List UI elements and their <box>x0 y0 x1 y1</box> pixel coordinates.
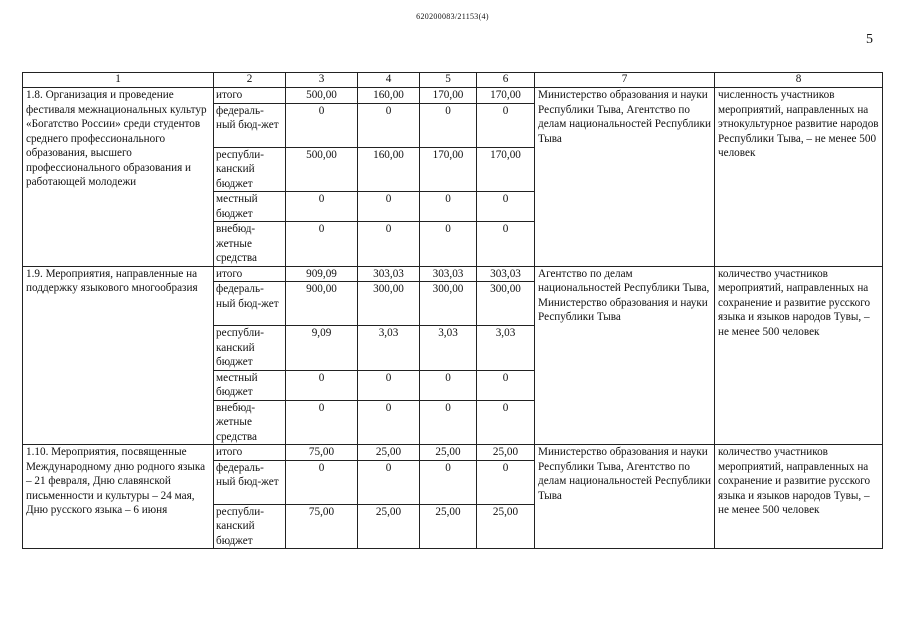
funding-source-cell: итого <box>214 445 286 461</box>
amount-cell: 303,03 <box>477 266 535 282</box>
amount-cell: 0 <box>358 103 420 147</box>
amount-cell: 3,03 <box>358 326 420 371</box>
amount-cell: 0 <box>358 370 420 400</box>
amount-cell: 0 <box>477 222 535 267</box>
amount-cell: 0 <box>420 370 477 400</box>
page-number: 5 <box>866 32 873 47</box>
amount-cell: 25,00 <box>477 445 535 461</box>
amount-cell: 0 <box>358 400 420 445</box>
amount-cell: 25,00 <box>420 504 477 549</box>
funding-source-cell: республи-канский бюджет <box>214 326 286 371</box>
amount-cell: 0 <box>477 460 535 504</box>
amount-cell: 0 <box>286 370 358 400</box>
amount-cell: 909,09 <box>286 266 358 282</box>
funding-source-cell: федераль-ный бюд-жет <box>214 460 286 504</box>
amount-cell: 3,03 <box>477 326 535 371</box>
table-row <box>23 445 883 461</box>
activity-title-cell: 1.8. Организация и проведение фестиваля межнациональных культур «Богатство России» среди студентов среднего профессионального образования, высшего профессионального образования и работающей молодежи <box>23 88 214 267</box>
amount-cell: 170,00 <box>420 88 477 104</box>
funding-source-cell: федераль-ный бюд-жет <box>214 103 286 147</box>
amount-cell: 170,00 <box>477 88 535 104</box>
amount-cell: 75,00 <box>286 504 358 549</box>
funding-source-cell: итого <box>214 266 286 282</box>
program-table <box>22 72 883 549</box>
table-row <box>23 266 883 282</box>
amount-cell: 25,00 <box>477 504 535 549</box>
funding-source-cell: внебюд-жетные средства <box>214 400 286 445</box>
executor-cell: Министерство образования и науки Республики Тыва, Агентство по делам национальностей Республики Тыва <box>535 445 715 549</box>
amount-cell: 0 <box>477 192 535 222</box>
funding-source-cell: республи-канский бюджет <box>214 147 286 192</box>
amount-cell: 500,00 <box>286 147 358 192</box>
column-header: 2 <box>214 73 286 88</box>
amount-cell: 9,09 <box>286 326 358 371</box>
column-header: 8 <box>715 73 883 88</box>
column-header: 1 <box>23 73 214 88</box>
indicator-cell: количество участников мероприятий, направленных на сохранение и развитие русского языка и языков народов Тувы, – не менее 500 человек <box>715 266 883 445</box>
amount-cell: 900,00 <box>286 282 358 326</box>
amount-cell: 0 <box>420 192 477 222</box>
amount-cell: 0 <box>477 370 535 400</box>
amount-cell: 3,03 <box>420 326 477 371</box>
column-header: 6 <box>477 73 535 88</box>
amount-cell: 0 <box>358 192 420 222</box>
amount-cell: 160,00 <box>358 88 420 104</box>
amount-cell: 0 <box>286 222 358 267</box>
amount-cell: 0 <box>477 400 535 445</box>
amount-cell: 0 <box>420 460 477 504</box>
amount-cell: 0 <box>286 400 358 445</box>
amount-cell: 300,00 <box>420 282 477 326</box>
column-number-row <box>23 73 883 88</box>
amount-cell: 160,00 <box>358 147 420 192</box>
amount-cell: 170,00 <box>420 147 477 192</box>
funding-source-cell: внебюд-жетные средства <box>214 222 286 267</box>
column-header: 5 <box>420 73 477 88</box>
amount-cell: 0 <box>286 460 358 504</box>
indicator-cell: численность участников мероприятий, направленных на этнокультурное развитие народов Республики Тыва, – не менее 500 человек <box>715 88 883 267</box>
amount-cell: 500,00 <box>286 88 358 104</box>
amount-cell: 75,00 <box>286 445 358 461</box>
funding-source-cell: итого <box>214 88 286 104</box>
indicator-cell: количество участников мероприятий, направленных на сохранение и развитие русского языка и языков народов Тувы, – не менее 500 человек <box>715 445 883 549</box>
amount-cell: 300,00 <box>358 282 420 326</box>
funding-source-cell: федераль-ный бюд-жет <box>214 282 286 326</box>
amount-cell: 0 <box>420 400 477 445</box>
amount-cell: 0 <box>286 103 358 147</box>
amount-cell: 303,03 <box>420 266 477 282</box>
amount-cell: 0 <box>358 460 420 504</box>
column-header: 3 <box>286 73 358 88</box>
amount-cell: 0 <box>477 103 535 147</box>
amount-cell: 25,00 <box>358 504 420 549</box>
amount-cell: 303,03 <box>358 266 420 282</box>
document-id: 620200083/21153(4) <box>416 12 489 21</box>
amount-cell: 25,00 <box>358 445 420 461</box>
column-header: 7 <box>535 73 715 88</box>
amount-cell: 0 <box>358 222 420 267</box>
amount-cell: 0 <box>420 103 477 147</box>
executor-cell: Министерство образования и науки Республики Тыва, Агентство по делам национальностей Республики Тыва <box>535 88 715 267</box>
amount-cell: 300,00 <box>477 282 535 326</box>
amount-cell: 170,00 <box>477 147 535 192</box>
table-body <box>23 88 883 549</box>
executor-cell: Агентство по делам национальностей Республики Тыва, Министерство образования и науки Республики Тыва <box>535 266 715 445</box>
amount-cell: 0 <box>286 192 358 222</box>
table-row <box>23 88 883 104</box>
amount-cell: 0 <box>420 222 477 267</box>
amount-cell: 25,00 <box>420 445 477 461</box>
column-header: 4 <box>358 73 420 88</box>
funding-source-cell: республи-канский бюджет <box>214 504 286 549</box>
activity-title-cell: 1.9. Мероприятия, направленные на поддержку языкового многообразия <box>23 266 214 445</box>
funding-source-cell: местный бюджет <box>214 192 286 222</box>
activity-title-cell: 1.10. Мероприятия, посвященные Международному дню родного языка – 21 февраля, Дню славянской письменности и культуры – 24 мая, Дню русского языка – 6 июня <box>23 445 214 549</box>
funding-source-cell: местный бюджет <box>214 370 286 400</box>
